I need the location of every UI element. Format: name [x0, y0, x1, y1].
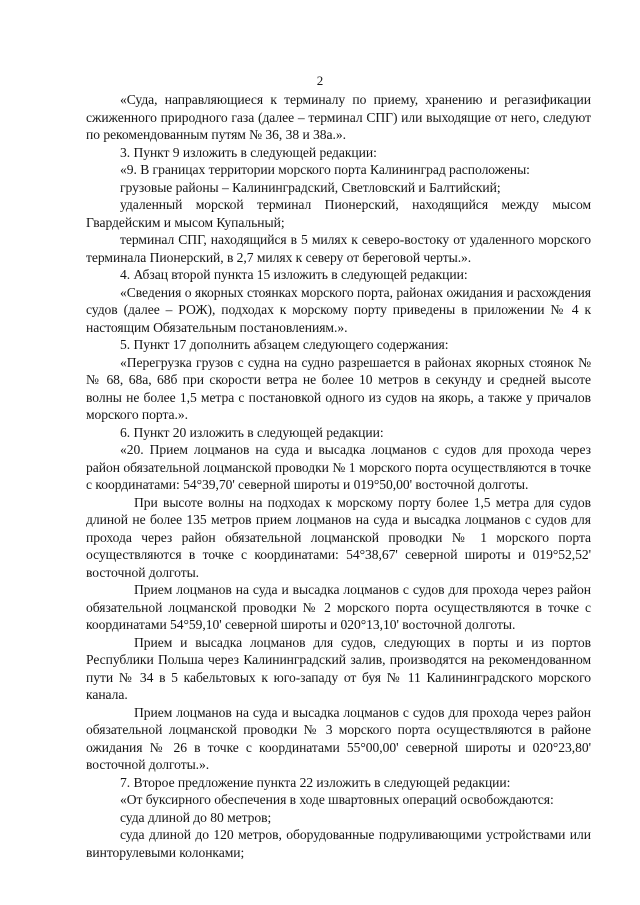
paragraph: суда длиной до 120 метров, оборудованные подруливающими устройствами или винторулевыми колонками; — [86, 827, 591, 860]
paragraph: «Суда, направляющиеся к терминалу по приему, хранению и регазификации сжиженного природного газа (далее – терминал СПГ) или выходящие от него, следуют по рекомендованным путям № 36, 38 и 38а.». — [86, 92, 591, 142]
paragraph: «От буксирного обеспечения в ходе швартовных операций освобождаются: — [120, 792, 554, 807]
paragraph: Прием и высадка лоцманов для судов, следующих в порты и из портов Республики Польша через Калининградский залив, производятся на рекомендованном пути № 34 в 5 кабельтовых к юго-западу от буя № 11 Калининградского морского канала. — [86, 634, 591, 702]
amendment-heading: 7. Второе предложение пункта 22 изложить в следующей редакции: — [120, 774, 511, 790]
amendment-heading: 4. Абзац второй пункта 15 изложить в следующей редакции: — [120, 267, 468, 282]
paragraph: При высоте волны на подходах к морскому порту более 1,5 метра для судов длиной не более 135 метров прием лоцманов на суда и высадка лоцманов с судов для прохода через район обязательной лоцманской проводки № 1 морского порта осуществляются в точке с координатами: 54°38,67' северной широты и 019°52,52' восточной долготы. — [86, 494, 591, 580]
paragraph: «Перегрузка грузов с судна на судно разрешается в районах якорных стоянок №№ 68, 68а, 68б при скорости ветра не более 10 метров в секунду и средней высоте волны не более 1,5 метра с постановкой одного из судов на якорь, а также у причалов морского порта.». — [86, 354, 591, 422]
document-body — [86, 91, 591, 861]
paragraph: Прием лоцманов на суда и высадка лоцманов с судов для прохода через район обязательной лоцманской проводки № 2 морского порта осуществляются в точке с координатами 54°59,10' северной широты и 020°13,10' восточной долготы. — [86, 582, 591, 632]
paragraph: Прием лоцманов на суда и высадка лоцманов с судов для прохода через район обязательной лоцманской проводки № 3 морского порта осуществляются в районе ожидания № 26 в точке с координатами 55°00,00' северной широты и 020°23,80' восточной долготы.». — [86, 704, 591, 772]
page-number: 2 — [316, 73, 324, 88]
paragraph: «20. Прием лоцманов на суда и высадка лоцманов с судов для прохода через район обязательной лоцманской проводки № 1 морского порта осуществляются в точке с координатами: 54°39,70' северной широты и 019°50,00' восточной долготы. — [86, 442, 591, 492]
paragraph: суда длиной до 80 метров; — [120, 809, 272, 825]
amendment-heading: 5. Пункт 17 дополнить абзацем следующего содержания: — [120, 337, 449, 352]
paragraph: терминал СПГ, находящийся в 5 милях к северо-востоку от удаленного морского терминала Пионерский, в 2,7 милях к северу от береговой черты.». — [86, 232, 591, 265]
paragraph: «9. В границах территории морского порта Калининград расположены: — [120, 162, 530, 177]
paragraph: грузовые районы – Калининградский, Светловский и Балтийский; — [120, 179, 501, 195]
amendment-heading: 6. Пункт 20 изложить в следующей редакции: — [120, 424, 384, 440]
paragraph: удаленный морской терминал Пионерский, находящийся между мысом Гвардейским и мысом Купальный; — [86, 197, 591, 230]
paragraph: «Сведения о якорных стоянках морского порта, районах ожидания и расхождения судов (далее – РОЖ), подходах к морскому порту приведены в приложении № 4 к настоящим Обязательным постановлениям.». — [86, 284, 591, 335]
amendment-heading: 3. Пункт 9 изложить в следующей редакции: — [120, 144, 377, 160]
